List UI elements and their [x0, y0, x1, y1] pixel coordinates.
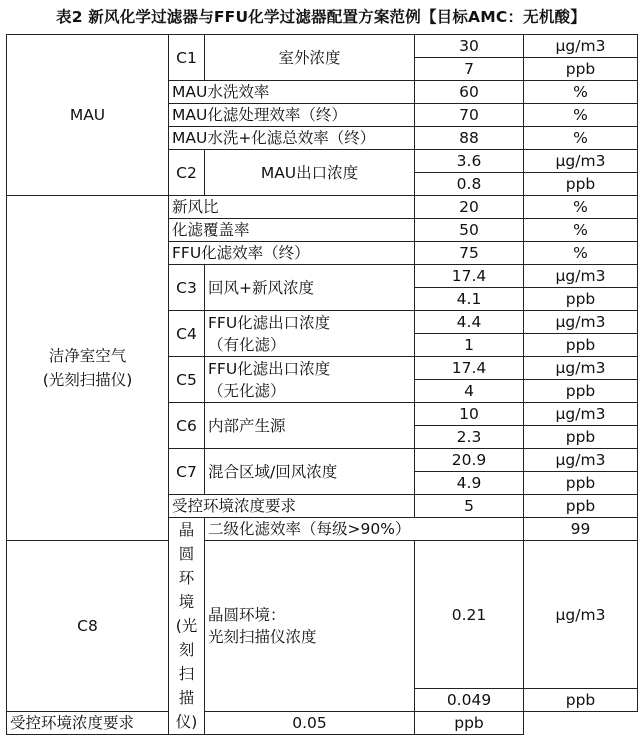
code-c1: C1 [169, 35, 205, 81]
label-c4 [205, 311, 415, 357]
code-c6: C6 [169, 403, 205, 449]
label-c8-line1: 晶圆环境： [208, 606, 286, 624]
unit-cell: μg/m3 [524, 265, 638, 288]
value-cell: 88 [415, 127, 524, 150]
label-c4-line1: FFU化滤出口浓度 [208, 313, 331, 332]
unit-cell: μg/m3 [524, 357, 638, 380]
value-cell: 3.6 [415, 150, 524, 173]
unit-cell: ppb [524, 495, 638, 518]
label-c5-line2: （无化滤） [208, 381, 286, 400]
label-c4-line2: （有化滤） [208, 335, 286, 354]
unit-cell: μg/m3 [524, 449, 638, 472]
unit-cell: ppb [415, 712, 524, 735]
value-cell: 17.4 [415, 265, 524, 288]
label-c7: 混合区域/回风浓度 [205, 449, 415, 495]
unit-cell: ppb [524, 173, 638, 196]
unit-cell: μg/m3 [524, 311, 638, 334]
value-cell: 0.8 [415, 173, 524, 196]
code-c2: C2 [169, 150, 205, 196]
group-wafer [169, 518, 205, 735]
table-row [7, 35, 638, 58]
code-c7: C7 [169, 449, 205, 495]
code-c4: C4 [169, 311, 205, 357]
table-row [7, 196, 638, 219]
label-fresh-ratio: 新风比 [169, 196, 415, 219]
label-mau-total: MAU水洗+化滤总效率（终） [169, 127, 415, 150]
unit-cell: % [524, 242, 638, 265]
value-cell: 4.9 [415, 472, 524, 495]
value-cell: 20.9 [415, 449, 524, 472]
label-mau-wash: MAU水洗效率 [169, 81, 415, 104]
value-cell: 0.049 [415, 689, 524, 712]
unit-cell: ppb [524, 380, 638, 403]
value-cell: 5 [415, 495, 524, 518]
value-cell: 75 [415, 242, 524, 265]
unit-cell: ppb [524, 426, 638, 449]
label-c5 [205, 357, 415, 403]
unit-cell: μg/m3 [524, 541, 638, 689]
label-c8 [205, 541, 415, 712]
value-cell: 1 [415, 334, 524, 357]
code-c3: C3 [169, 265, 205, 311]
group-cleanroom [7, 196, 169, 541]
value-cell: 17.4 [415, 357, 524, 380]
label-c6: 内部产生源 [205, 403, 415, 449]
table-row [7, 712, 638, 735]
value-cell: 0.21 [415, 541, 524, 689]
value-cell: 99 [524, 518, 638, 541]
value-cell: 0.05 [205, 712, 415, 735]
code-c8: C8 [7, 541, 169, 712]
table-row [7, 541, 638, 689]
value-cell: 60 [415, 81, 524, 104]
value-cell: 20 [415, 196, 524, 219]
unit-cell: ppb [524, 689, 638, 712]
code-c5: C5 [169, 357, 205, 403]
value-cell: 7 [415, 58, 524, 81]
value-cell: 10 [415, 403, 524, 426]
unit-cell: ppb [524, 58, 638, 81]
unit-cell: μg/m3 [524, 403, 638, 426]
label-second: 二级化滤效率（每级>90%） [205, 518, 524, 541]
label-ctrl1: 受控环境浓度要求 [169, 495, 415, 518]
unit-cell: μg/m3 [524, 35, 638, 58]
group-cleanroom-line1: 洁净室空气 [48, 347, 127, 365]
value-cell: 30 [415, 35, 524, 58]
label-c5-line1: FFU化滤出口浓度 [208, 359, 331, 378]
value-cell: 4 [415, 380, 524, 403]
label-c8-line2: 光刻扫描仪浓度 [208, 628, 317, 646]
value-cell: 4.4 [415, 311, 524, 334]
label-c3: 回风+新风浓度 [205, 265, 415, 311]
label-coverage: 化滤覆盖率 [169, 219, 415, 242]
unit-cell: ppb [524, 472, 638, 495]
label-c2: MAU出口浓度 [205, 150, 415, 196]
value-cell: 70 [415, 104, 524, 127]
value-cell: 50 [415, 219, 524, 242]
unit-cell: % [524, 127, 638, 150]
label-c1: 室外浓度 [205, 35, 415, 81]
label-mau-chem: MAU化滤处理效率（终） [169, 104, 415, 127]
group-wafer-line1: 晶圆环境 [178, 521, 195, 611]
unit-cell: μg/m3 [524, 150, 638, 173]
value-cell: 4.1 [415, 288, 524, 311]
value-cell: 2.3 [415, 426, 524, 449]
unit-cell: ppb [524, 288, 638, 311]
unit-cell: % [524, 81, 638, 104]
unit-cell: ppb [524, 334, 638, 357]
label-ctrl2: 受控环境浓度要求 [7, 712, 205, 735]
unit-cell: % [524, 219, 638, 242]
label-ffu-eff: FFU化滤效率（终） [169, 242, 415, 265]
group-wafer-line2: (光刻扫描仪) [175, 617, 198, 731]
unit-cell: % [524, 196, 638, 219]
config-table [6, 34, 638, 735]
group-mau: MAU [7, 35, 169, 196]
table-title: 表2 新风化学过滤器与FFU化学过滤器配置方案范例【目标AMC：无机酸】 [56, 8, 586, 26]
group-cleanroom-line2: (光刻扫描仪) [42, 371, 133, 389]
unit-cell: % [524, 104, 638, 127]
